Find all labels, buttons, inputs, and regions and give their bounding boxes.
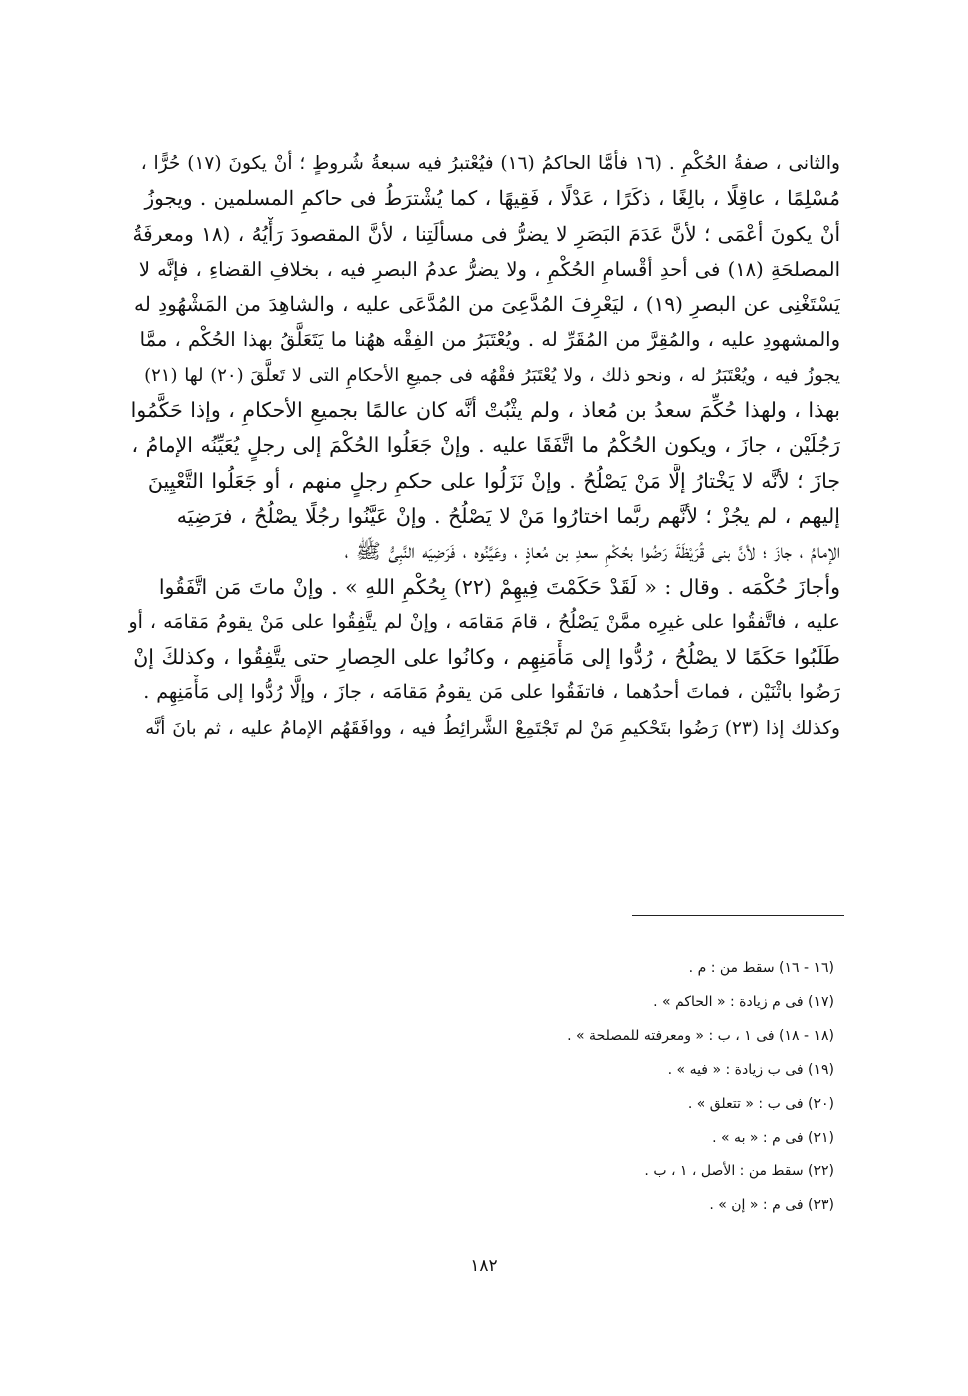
- page-number: ١٨٢: [470, 1256, 498, 1276]
- footnote: (١٩) فى ب زيادة : « فيه » .: [667, 1061, 834, 1078]
- text-line: طَلَبُوا حَكَمًا لا يصْلُحُ ، رُدُّوا إلى مَأْمَنِهِم ، وكانُوا على الحِصارِ حتى يتَّفِقُوا ، وكذلكَ إنْ: [133, 645, 840, 670]
- footnotes-list: [334, 952, 834, 1223]
- text-line: رَضُوا باثْنَيْن ، فماتَ أحدُهما ، فاتفَقُوا على مَن يقومُ مَقامَه ، جازَ ، وإلَّا رُدُّوا إلى مَأْمَنِهِم .: [143, 681, 840, 704]
- text-line: والثانى ، صفةُ الحُكْمِ . (١٦ فأمَّا الحاكمُ (١٦) فيُعْتبرُ فيه سبعةُ شُروطٍ ؛ أنْ يكونَ (١٧) حُرًّا ،: [140, 153, 840, 174]
- footnote: (١٧) فى م زيادة : « الحاكم » .: [653, 993, 834, 1010]
- main-text-block: [128, 146, 840, 746]
- text-line: عليه ، فاتَّفقُوا على غيرِه ممَّنْ يَصْلُحُ ، قامَ مَقامَه ، وإنْ لم يتَّفِقُوا على مَنْ يقومُ مَقامَه ، أو: [128, 610, 840, 633]
- footnote: (٢٢) سقط من : الأصل ، ١ ، ب .: [644, 1163, 834, 1180]
- text-line: وأجازَ حُكْمَه . وقال : « لَقَدْ حَكَمْتَ فِيهِمْ (٢٢) بِحُكْمِ اللهِ » . وإنْ ماتَ مَن اتَّفَقُوا: [158, 574, 840, 599]
- footnote: (١٨ - ١٨) فى ١ ، ب : « ومعرفته للمصلحة » .: [567, 1027, 834, 1044]
- text-line: أنْ يكونَ أعْمَى ؛ لأنَّ عَدَمَ البَصَرِ لا يضرُّ فى مسألَتِنا ، لأنَّ المقصودَ رَأْيُهُ ، (١٨ ومعرفَةُ: [132, 221, 840, 246]
- text-line: المصلحَةِ (١٨) فى أحدِ أقْسامِ الحُكْمِ ، ولا يضرُّ عدمُ البصرِ فيه ، بخلافِ القضاءِ ، فإنَّه لا: [138, 257, 840, 281]
- text-line: الإمامُ ، جازَ ؛ لأنَّ بنى قُرَيْظَةَ رَضُوا بحُكْمِ سعدِ بن مُعاذٍ ، وعَيَّنُوه ، فَرَضِيَه النَّبِىُّ ﷺ ،: [344, 539, 840, 564]
- text-line: جازَ ؛ لأنَّه لا يَخْتارُ إلَّا مَنْ يَصْلُحُ . وإنْ نَزَلُوا على حكمِ رجلٍ منهم ، أو جَعَلُوا التَّعْيِينَ: [147, 468, 840, 493]
- text-line: وكذلك إذا (٢٣) رَضُوا بتَحْكيمِ مَنْ لم تَجْتَمِعْ الشَّرائِطُ فيه ، ووافَقَهُم الإمامُ عليه ، ثم بانَ أنَّه: [145, 717, 840, 739]
- text-line: بهذا ، ولهذا حُكِّمَ سعدُ بن مُعاذ ، ولم يثْبُتْ أنَّه كان عالمًا بجميعِ الأحكامِ ، وإذا حَكَّمُوا: [130, 398, 840, 423]
- text-line: يَسْتَغْنِى عن البصرِ (١٩) ، ليَعْرِفَ المُدَّعِىَ من المُدَّعَى عليه ، والشاهِدَ من المَشْهُودِ له: [133, 292, 840, 317]
- footnote: (٢١) فى م : « به » .: [712, 1129, 834, 1146]
- text-line: يجوزُ فيه ، ويُعْتَبَرُ له ، ونحو ذلك ، ولا يُعْتَبَرُ فقْهُه فى جميعِ الأحكامِ التى لا تَعلَّقَ (٢٠) لها (٢١): [144, 364, 840, 386]
- text-line: رَجُلَيْن ، جازَ ، ويكون الحُكْمُ ما اتَّفَقَا عليه . وإنْ جَعَلُوا الحُكْمَ إلى رجلٍ يُعَيِّنُه الإمامُ ،: [131, 433, 840, 458]
- footnote-separator: [632, 915, 844, 916]
- text-line: والمشهودِ عليه ، والمُقِرَّ من المُقَرِّ له . ويُعْتَبَرُ من الفِقْه ههُنا ما يَتَعَلَّقُ بهذا الحُكْم ، ممَّا: [139, 328, 840, 352]
- footnote: (١٦ - ١٦) سقط من : م .: [688, 960, 834, 976]
- footnote: (٢٣) فى م : « إن » .: [709, 1197, 834, 1214]
- footnote: (٢٠) فى ب : « تتعلق » .: [687, 1095, 834, 1112]
- text-line: مُسْلِمًا ، عاقِلًا ، بالِغًا ، ذكَرًا ، عَدْلًا ، فَقِيهًا ، كما يُشْترَطُ فى حاكمِ المسلمين . ويجوزُ: [144, 186, 840, 211]
- text-line: إليهم ، لم يجُزْ ؛ لأنَّهم ربَّما اختارُوا مَنْ لا يَصْلُحُ . وإنْ عَيَّنُوا رجُلًا يصْلُحُ ، فرَضِيَه: [176, 503, 840, 528]
